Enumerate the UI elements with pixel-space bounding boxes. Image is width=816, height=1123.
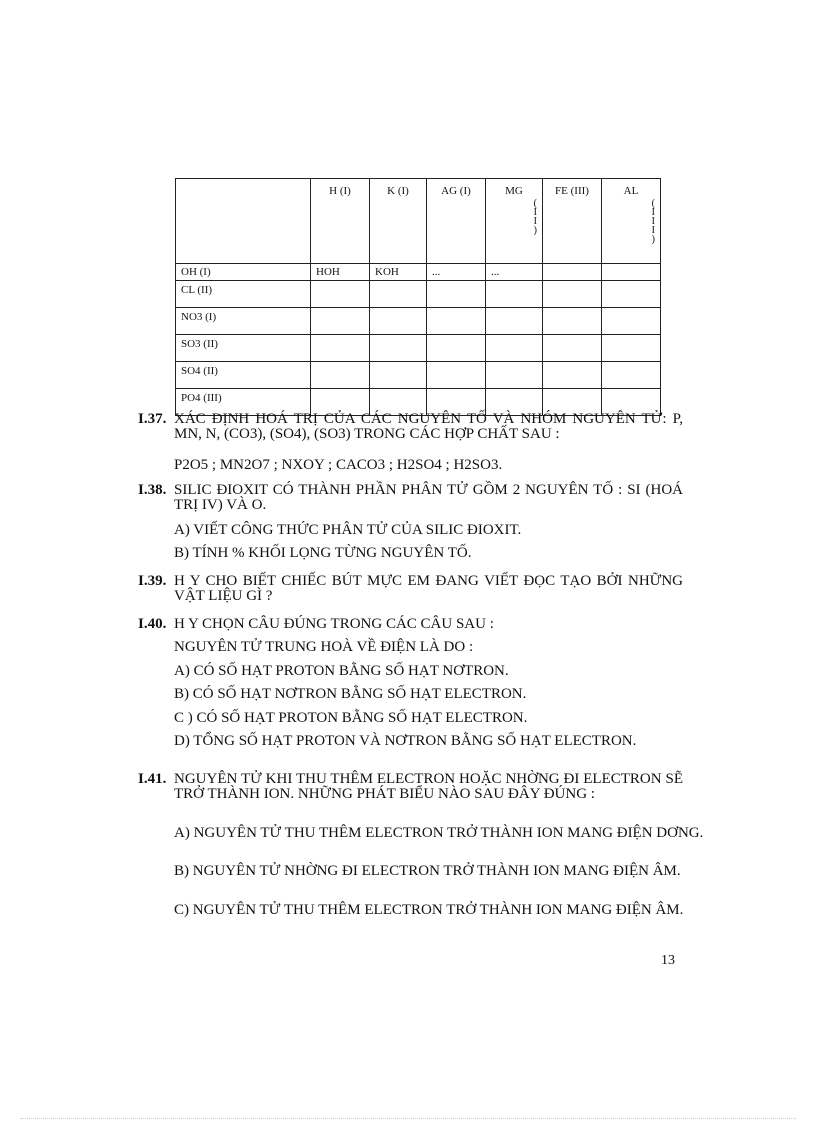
answer-option: D) TỔNG SỐ HẠT PROTON VÀ NƠTRON BẰNG SỐ HẠT ELECTRON. [174, 733, 637, 749]
table-header-label: MG [505, 185, 523, 197]
question-number: I.37. [138, 411, 167, 427]
table-body [176, 264, 661, 416]
question-lead: NGUYÊN TỬ TRUNG HOÀ VỀ ĐIỆN LÀ DO : [174, 639, 474, 655]
answer-option: B) TÍNH % KHỐI LỌNG TỪNG NGUYÊN TỐ. [174, 545, 472, 561]
table-cell: HOH [311, 264, 370, 281]
table-cell [311, 335, 370, 362]
table-cell: ... [486, 264, 543, 281]
table-row-label: CL (II) [176, 281, 311, 308]
answer-option: B) NGUYÊN TỬ NHỜNG ĐI ELECTRON TRỞ THÀNH ION MANG ĐIỆN ÂM. [174, 863, 681, 879]
table-row-label: OH (I) [176, 264, 311, 281]
table-cell [543, 264, 602, 281]
answer-option: C) NGUYÊN TỬ THU THÊM ELECTRON TRỞ THÀNH ION MANG ĐIỆN ÂM. [174, 902, 684, 918]
table-row [176, 362, 661, 389]
table-header-cell-mg [486, 179, 543, 264]
table-header-cell: AG (I) [427, 179, 486, 264]
table-cell: ... [427, 264, 486, 281]
question-39 [138, 574, 683, 604]
table-cell [311, 281, 370, 308]
table-row [176, 308, 661, 335]
table-row [176, 335, 661, 362]
table-cell: KOH [370, 264, 427, 281]
table-cell [370, 362, 427, 389]
valence-stack: ( I I ) [533, 198, 537, 236]
question-40 [138, 617, 683, 632]
table-cell [427, 308, 486, 335]
table-cell [486, 362, 543, 389]
table-cell [602, 264, 661, 281]
table-row-label: PO4 (III) [176, 389, 311, 416]
table-cell [427, 362, 486, 389]
table-cell [311, 308, 370, 335]
table-cell [602, 308, 661, 335]
table-cell [602, 281, 661, 308]
table-cell [427, 281, 486, 308]
table-cell [486, 281, 543, 308]
question-text: SILIC ĐIOXIT CÓ THÀNH PHẦN PHÂN TỬ GỒM 2 NGUYÊN TỐ : SI (HOÁ TRỊ IV) VÀ O. [174, 482, 683, 513]
table-header-cell: H (I) [311, 179, 370, 264]
answer-option: C ) CÓ SỐ HẠT PROTON BẰNG SỐ HẠT ELECTRON. [174, 710, 528, 726]
footer-divider [20, 1118, 796, 1119]
question-text: H Y CHỌN CÂU ĐÚNG TRONG CÁC CÂU SAU : [174, 616, 494, 632]
table-cell [543, 281, 602, 308]
valence-stack: ( I I I ) [651, 198, 655, 245]
table-cell [543, 308, 602, 335]
table-header-row [176, 179, 661, 264]
table-cell [370, 308, 427, 335]
table-row [176, 264, 661, 281]
table-cell [543, 362, 602, 389]
answer-option: A) VIẾT CÔNG THỨC PHÂN TỬ CỦA SILIC ĐIOXIT. [174, 522, 522, 538]
formula-line: P2O5 ; MN2O7 ; NXOY ; CACO3 ; H2SO4 ; H2SO3. [174, 457, 503, 473]
question-number: I.40. [138, 616, 167, 632]
table-cell [427, 335, 486, 362]
table-cell [486, 335, 543, 362]
answer-option: A) NGUYÊN TỬ THU THÊM ELECTRON TRỞ THÀNH ION MANG ĐIỆN DƠNG. [174, 825, 704, 841]
table-header-cell: K (I) [370, 179, 427, 264]
table-cell [602, 362, 661, 389]
table-header-cell: FE (III) [543, 179, 602, 264]
table-cell [543, 335, 602, 362]
question-38 [138, 483, 683, 513]
valence-table [175, 178, 661, 416]
question-number: I.38. [138, 482, 167, 498]
table-row-label: SO3 (II) [176, 335, 311, 362]
table-row [176, 281, 661, 308]
table-cell [602, 335, 661, 362]
question-text: NGUYÊN TỬ KHI THU THÊM ELECTRON HOẶC NHỜNG ĐI ELECTRON SẼ TRỞ THÀNH ION. NHỮNG PHÁT BIỂU NÀO SAU ĐÂY ĐÚNG : [174, 771, 683, 802]
question-37 [138, 412, 683, 442]
page-number: 13 [661, 953, 675, 968]
question-number: I.41. [138, 771, 167, 787]
table-row-label: SO4 (II) [176, 362, 311, 389]
table-cell [370, 281, 427, 308]
table-header-cell-al [602, 179, 661, 264]
table-header-cell [176, 179, 311, 264]
table-header-label: AL [623, 185, 639, 197]
question-text: XÁC ĐỊNH HOÁ TRỊ CỦA CÁC NGUYÊN TỐ VÀ NHÓM NGUYÊN TỬ: P, MN, N, (CO3), (SO4), (SO3) TRONG CÁC HỢP CHẤT SAU : [174, 411, 683, 442]
answer-option: B) CÓ SỐ HẠT NƠTRON BẰNG SỐ HẠT ELECTRON. [174, 686, 527, 702]
table-row-label: NO3 (I) [176, 308, 311, 335]
answer-option: A) CÓ SỐ HẠT PROTON BẰNG SỐ HẠT NƠTRON. [174, 663, 509, 679]
table-cell [370, 335, 427, 362]
question-41 [138, 772, 683, 802]
question-number: I.39. [138, 573, 167, 589]
table-cell [486, 308, 543, 335]
table-cell [311, 362, 370, 389]
question-text: H Y CHO BIẾT CHIẾC BÚT MỰC EM ĐANG VIẾT ĐỌC TẠO BỞI NHỮNG VẬT LIỆU GÌ ? [174, 573, 683, 604]
